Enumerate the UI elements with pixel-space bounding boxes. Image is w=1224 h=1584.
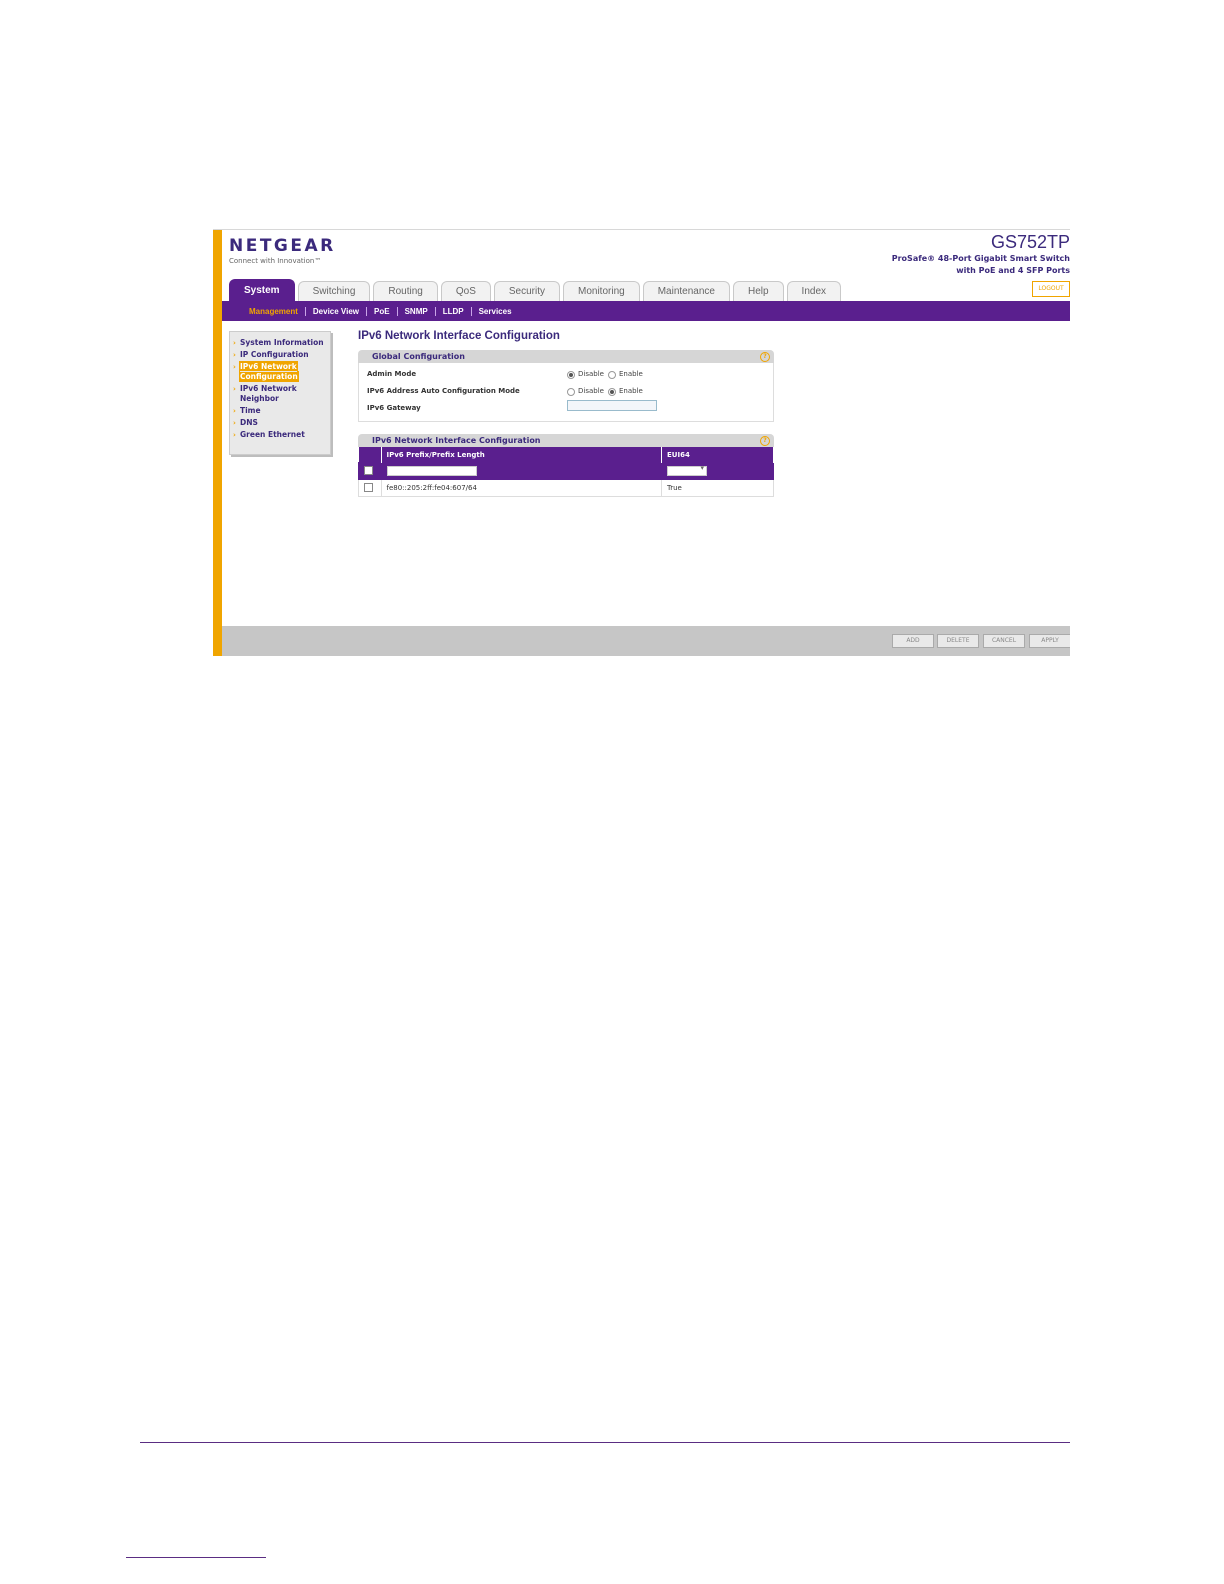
bullet-icon: ›	[233, 351, 236, 359]
main-content	[358, 330, 774, 497]
select-column-header	[359, 447, 382, 463]
admin-mode-disable-radio[interactable]	[567, 371, 575, 379]
left-accent-bar	[213, 230, 222, 656]
sidebar-item-system-information[interactable]	[230, 338, 330, 348]
gateway-row	[367, 400, 765, 417]
admin-mode-enable-radio[interactable]	[608, 371, 616, 379]
button-bar	[222, 626, 1070, 656]
eui64-select[interactable]	[667, 466, 707, 476]
input-row-prefix-cell	[381, 463, 662, 480]
auto-config-enable-radio[interactable]	[608, 388, 616, 396]
sidebar-menu	[229, 331, 331, 455]
bullet-icon: ›	[233, 431, 236, 439]
subnav-device-view[interactable]: Device View	[306, 307, 367, 316]
page-title: IPv6 Network Interface Configuration	[358, 330, 560, 342]
input-row-select-cell	[359, 463, 382, 480]
subnav-snmp[interactable]: SNMP	[398, 307, 436, 316]
product-model: GS752TP	[990, 232, 1070, 252]
admin-mode-label: Admin Mode	[367, 370, 417, 378]
auto-config-row	[367, 383, 765, 400]
sidebar-item-time[interactable]	[230, 406, 330, 416]
sidebar-item-ipv6-network-neighbor[interactable]	[230, 384, 330, 404]
sidebar-item-label: IP Configuration	[240, 350, 309, 359]
tab-system[interactable]: System	[229, 279, 295, 301]
admin-mode-row	[367, 366, 765, 383]
tab-routing[interactable]: Routing	[373, 281, 437, 301]
brand-name: NETGEAR	[229, 236, 336, 256]
add-button[interactable]: ADD	[892, 634, 934, 648]
gateway-control	[567, 400, 657, 411]
bullet-icon: ›	[233, 339, 236, 347]
admin-mode-enable-label: Enable	[618, 370, 643, 378]
table-input-row	[359, 463, 774, 480]
tab-help[interactable]: Help	[733, 281, 784, 301]
sidebar-item-label: Time	[240, 406, 261, 415]
global-config-title: Global Configuration	[372, 352, 465, 361]
bullet-icon: ›	[233, 407, 236, 415]
gateway-input[interactable]	[567, 400, 657, 411]
input-row-eui64-cell	[662, 463, 774, 480]
sidebar-item-ip-configuration[interactable]	[230, 350, 330, 360]
table-header-row	[359, 447, 774, 463]
subnav-management[interactable]: Management	[242, 307, 306, 316]
gateway-label: IPv6 Gateway	[367, 404, 421, 412]
switch-web-ui	[213, 229, 1070, 656]
sidebar-item-label: IPv6 Network Neighbor	[240, 384, 297, 403]
auto-config-label: IPv6 Address Auto Configuration Mode	[367, 387, 520, 395]
page-header-rule	[140, 1442, 1070, 1443]
apply-button[interactable]: APPLY	[1029, 634, 1070, 648]
global-config-header	[358, 350, 774, 363]
sidebar-item-green-ethernet[interactable]	[230, 430, 330, 440]
bullet-icon: ›	[233, 419, 236, 427]
interface-config-title: IPv6 Network Interface Configuration	[372, 436, 541, 445]
admin-mode-disable-label: Disable	[578, 370, 604, 378]
row-select-cell	[359, 480, 382, 497]
logout-button[interactable]: LOGOUT	[1032, 281, 1070, 297]
auto-config-disable-radio[interactable]	[567, 388, 575, 396]
eui64-column-header: EUI64	[662, 447, 774, 463]
input-row-checkbox[interactable]	[364, 466, 373, 475]
sub-navigation	[222, 301, 1070, 321]
subnav-poe[interactable]: PoE	[367, 307, 398, 316]
help-icon[interactable]: ?	[760, 352, 770, 362]
prefix-column-header: IPv6 Prefix/Prefix Length	[381, 447, 662, 463]
auto-config-control	[567, 383, 643, 400]
tab-qos[interactable]: QoS	[441, 281, 491, 301]
sidebar-item-label: Green Ethernet	[240, 430, 305, 439]
interface-table	[358, 447, 774, 497]
cancel-button[interactable]: CANCEL	[983, 634, 1025, 648]
sidebar-item-label: DNS	[240, 418, 258, 427]
auto-config-enable-label: Enable	[618, 387, 643, 395]
product-desc-line2: with PoE and 4 SFP Ports	[956, 266, 1070, 275]
table-row	[359, 480, 774, 497]
delete-button[interactable]: DELETE	[937, 634, 979, 648]
tab-index[interactable]: Index	[787, 281, 841, 301]
subnav-lldp[interactable]: LLDP	[436, 307, 472, 316]
bullet-icon: ›	[233, 363, 236, 371]
row-eui64-cell: True	[662, 480, 774, 497]
row-prefix-cell: fe80::205:2ff:fe04:607/64	[381, 480, 662, 497]
help-icon[interactable]: ?	[760, 436, 770, 446]
sidebar-item-label: IPv6 Network Configuration	[240, 362, 298, 381]
brand-tagline: Connect with Innovation™	[229, 257, 322, 265]
sidebar-item-dns[interactable]	[230, 418, 330, 428]
product-info	[810, 232, 1070, 277]
netgear-logo	[229, 236, 336, 265]
page-footer-rule	[126, 1557, 266, 1558]
tab-maintenance[interactable]: Maintenance	[643, 281, 730, 301]
global-config-body	[358, 363, 774, 422]
main-tabs	[229, 279, 844, 301]
bullet-icon: ›	[233, 385, 236, 393]
auto-config-disable-label: Disable	[578, 387, 604, 395]
prefix-input[interactable]	[387, 466, 477, 476]
product-desc-line1: ProSafe® 48-Port Gigabit Smart Switch	[891, 254, 1070, 263]
subnav-services[interactable]: Services	[478, 306, 512, 316]
tab-security[interactable]: Security	[494, 281, 560, 301]
admin-mode-control	[567, 366, 643, 383]
interface-config-header	[358, 434, 774, 447]
tab-switching[interactable]: Switching	[298, 281, 371, 301]
tab-monitoring[interactable]: Monitoring	[563, 281, 640, 301]
sidebar-item-ipv6-network-configuration[interactable]	[230, 362, 330, 382]
sidebar-item-label: System Information	[240, 338, 324, 347]
row-checkbox[interactable]	[364, 483, 373, 492]
